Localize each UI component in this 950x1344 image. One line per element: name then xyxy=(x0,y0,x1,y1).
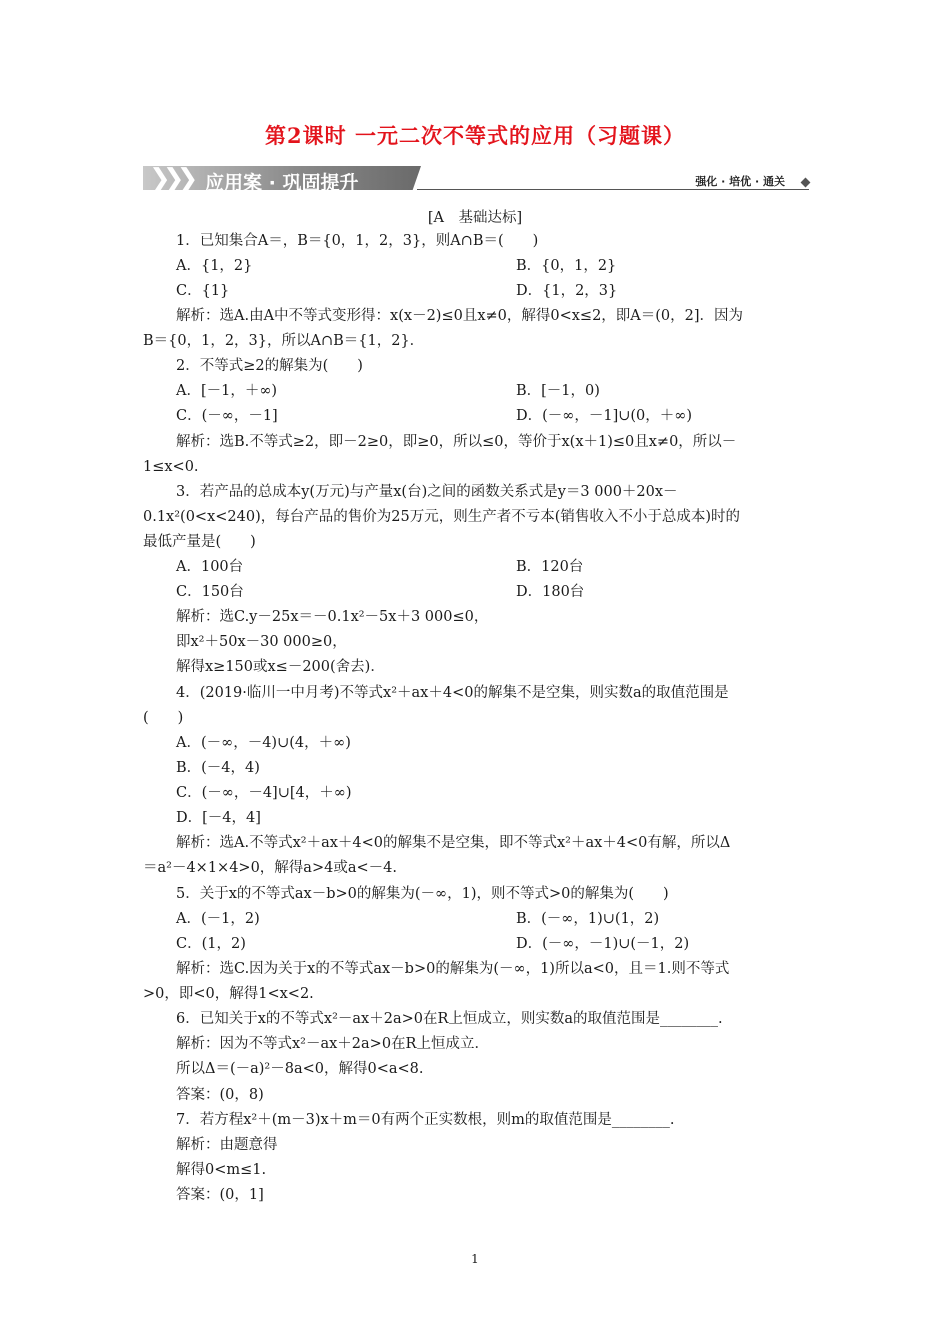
option-c: C．150台 xyxy=(176,584,244,600)
solution-text: >0，即<0，解得1<x<2. xyxy=(143,986,314,1002)
option-a: A．100台 xyxy=(176,559,244,575)
banner-tagline: 强化 · 培优 · 通关 xyxy=(695,175,785,188)
option-a: A．{1，2} xyxy=(176,258,253,274)
question-7: 7．若方程x²＋(m－3)x＋m＝0有两个正实数根，则m的取值范围是________. xyxy=(176,1112,675,1128)
question-5: 5．关于x的不等式ax－b>0的解集为(－∞，1)，则不等式>0的解集为( ) xyxy=(176,886,669,902)
question-4: 4．(2019·临川一中月考)不等式x²＋ax＋4<0的解集不是空集，则实数a的取值范围是 xyxy=(176,685,729,701)
option-c: C．(－∞，－1] xyxy=(176,408,278,424)
option-a: A．(－1，2) xyxy=(176,911,260,927)
section-heading: [A 基础达标] xyxy=(427,210,523,226)
option-d: D．[－4，4] xyxy=(176,810,261,826)
option-d: D．180台 xyxy=(516,584,585,600)
option-a: A．[－1，＋∞) xyxy=(176,383,278,399)
question-3-continued: 0.1x²(0<x<240)，每台产品的售价为25万元，则生产者不亏本(销售收入不小于总成本)时的 xyxy=(143,509,741,525)
question-3: 3．若产品的总成本y(万元)与产量x(台)之间的函数关系式是y＝3 000＋20x－ xyxy=(176,484,678,500)
solution-text: 1≤x<0. xyxy=(143,459,199,475)
solution-text: ＝a²－4×1×4>0，解得a>4或a<－4. xyxy=(143,860,397,876)
solution-text: B＝{0，1，2，3}，所以A∩B＝{1，2}． xyxy=(143,333,425,349)
question-2: 2．不等式≥2的解集为( ) xyxy=(176,358,363,374)
diamond-icon xyxy=(801,178,811,188)
option-b: B．{0，1，2} xyxy=(516,258,617,274)
option-b: B．(－4，4) xyxy=(176,760,260,776)
chevron-right-icon: ❯❯❯ xyxy=(149,164,191,194)
solution-text: 解得0<m≤1. xyxy=(176,1162,267,1178)
option-d: D．{1，2，3} xyxy=(516,283,618,299)
option-d: D．(－∞，－1]∪(0，＋∞) xyxy=(516,408,693,424)
answer-text: 答案：(0，8) xyxy=(176,1087,264,1103)
solution-text: 解析：选A.由A中不等式变形得：x(x－2)≤0且x≠0，解得0<x≤2，即A＝(0，2]．因为 xyxy=(176,308,744,324)
banner-divider xyxy=(417,189,809,190)
option-a: A．(－∞，－4)∪(4，＋∞) xyxy=(176,735,351,751)
solution-text: 解析：由题意得 xyxy=(176,1137,278,1153)
option-c: C．(－∞，－4]∪[4，＋∞) xyxy=(176,785,352,801)
banner-label: 应用案 · 巩固提升 xyxy=(205,172,359,194)
option-b: B．[－1，0) xyxy=(516,383,600,399)
page-number: 1 xyxy=(471,1252,479,1266)
option-d: D．(－∞，－1)∪(－1，2) xyxy=(516,936,690,952)
option-b: B．120台 xyxy=(516,559,584,575)
option-b: B．(－∞，1)∪(1，2) xyxy=(516,911,660,927)
answer-text: 答案：(0，1] xyxy=(176,1187,264,1203)
option-c: C．(1，2) xyxy=(176,936,246,952)
solution-text: 解得x≥150或x≤－200(舍去)． xyxy=(176,659,385,675)
section-banner xyxy=(143,162,815,192)
solution-text: 解析：选B.不等式≥2，即－2≥0，即≥0，所以≤0，等价于x(x＋1)≤0且x≠0，所以－ xyxy=(176,434,737,450)
solution-text: 解析：因为不等式x²－ax＋2a>0在R上恒成立． xyxy=(176,1036,489,1052)
solution-text: 所以Δ＝(－a)²－8a<0，解得0<a<8. xyxy=(176,1061,424,1077)
page-title: 第2课时 一元二次不等式的应用（习题课） xyxy=(265,123,685,148)
solution-text: 解析：选A.不等式x²＋ax＋4<0的解集不是空集，即不等式x²＋ax＋4<0有解，所以Δ xyxy=(176,835,731,851)
option-c: C．{1} xyxy=(176,283,230,299)
question-6: 6．已知关于x的不等式x²－ax＋2a>0在R上恒成立，则实数a的取值范围是________. xyxy=(176,1011,723,1027)
question-3-continued: 最低产量是( ) xyxy=(143,534,256,550)
question-4-continued: ( ) xyxy=(143,710,184,726)
question-1: 1．已知集合A＝，B＝{0，1，2，3}，则A∩B＝( ) xyxy=(176,233,539,249)
solution-text: 解析：选C.y－25x＝－0.1x²－5x＋3 000≤0， xyxy=(176,609,489,625)
solution-text: 即x²＋50x－30 000≥0， xyxy=(176,634,347,650)
solution-text: 解析：选C.因为关于x的不等式ax－b>0的解集为(－∞，1)所以a<0，且＝1.则不等式 xyxy=(176,961,730,977)
